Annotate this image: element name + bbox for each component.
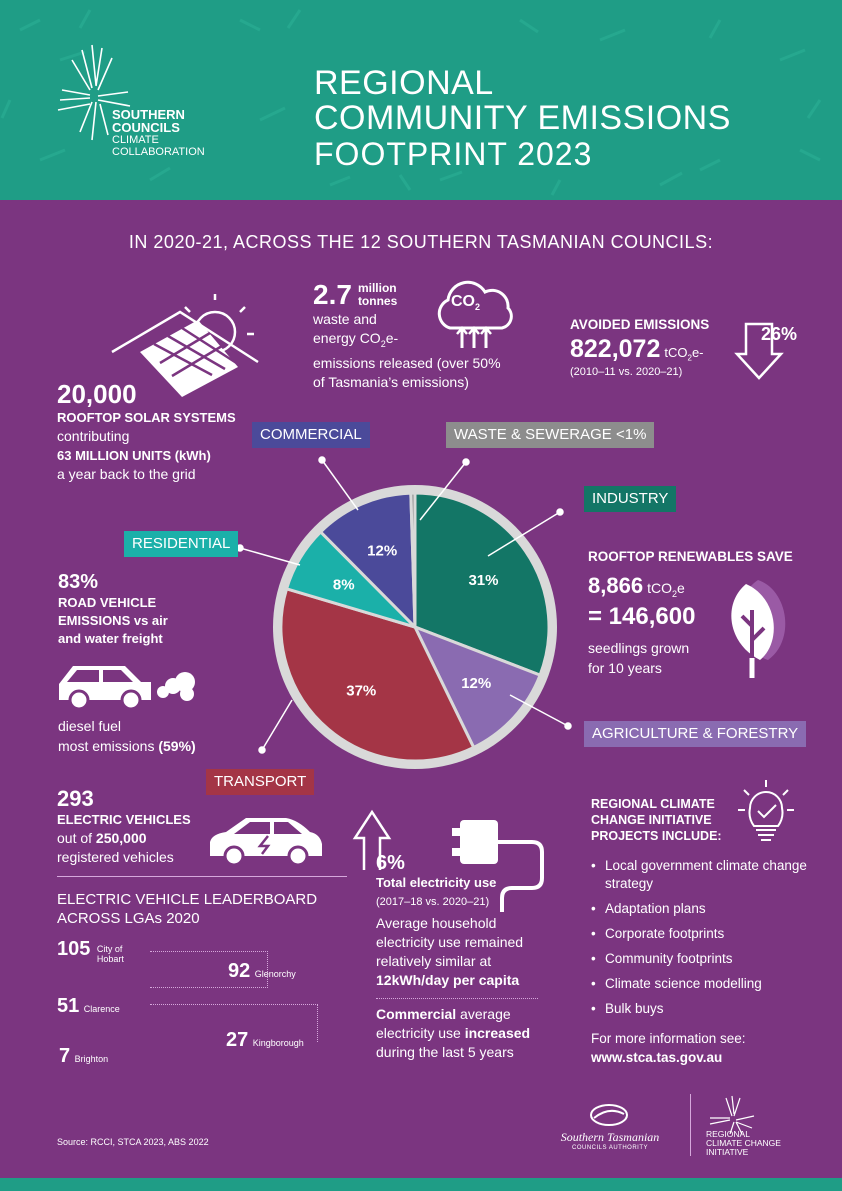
tag-agriculture: AGRICULTURE & FORESTRY (584, 721, 806, 747)
electricity-p3: relatively similar at (376, 953, 492, 969)
leader-name: Clarence (83, 1004, 120, 1014)
emissions-unit-1: million (357, 281, 397, 295)
electricity-p1: Average household (376, 915, 497, 931)
ev-divider (57, 876, 347, 877)
renewables-number: 8,866 (588, 573, 644, 598)
more-info (591, 1030, 746, 1068)
road-line-1: ROAD VEHICLE (58, 595, 157, 610)
co2-icon-text: $CO_2$ (451, 293, 481, 313)
rcci-logo-text (706, 1130, 781, 1157)
electricity-c1b: average (456, 1006, 511, 1022)
renewables-equals: = 146,600 (588, 603, 696, 630)
leader-item-brighton (59, 1045, 108, 1068)
rcci-line-2: CLIMATE CHANGE (706, 1138, 781, 1148)
logo-line-4: COLLABORATION (112, 146, 205, 158)
project-item: • Local government climate change strategy (591, 857, 811, 893)
electricity-section (376, 852, 538, 1062)
emissions-line-4: of Tasmania’s emissions) (313, 373, 469, 390)
diesel-line-2b: (59%) (158, 738, 196, 754)
diesel-line-2a: most emissions (58, 738, 159, 754)
emissions-line-2a: energy CO (313, 330, 381, 346)
renewables-line-2: for 10 years (588, 660, 662, 676)
leaderboard-title-2: ACROSS LGAs 2020 (57, 910, 200, 927)
solar-label: ROOFTOP SOLAR SYSTEMS (57, 410, 236, 425)
ev-line-1a: out of (57, 830, 96, 846)
logo-text (112, 108, 205, 158)
title-line-1: REGIONAL (314, 64, 494, 102)
footer-bar (0, 1178, 842, 1191)
rcci-line-1: REGIONAL (706, 1129, 750, 1139)
leaderboard-title-1: ELECTRIC VEHICLE LEADERBOARD (57, 891, 318, 908)
leader-name: Glenorchy (254, 969, 296, 979)
emissions-line-3: emissions released (over 50% (313, 354, 501, 371)
avoided-number: 822,072 (570, 335, 661, 363)
solar-number: 20,000 (57, 379, 137, 409)
renewables-unit-sub: 2 (671, 588, 677, 599)
tag-industry: INDUSTRY (584, 486, 676, 512)
emissions-line-2sub: 2 (380, 338, 386, 349)
projects-list (591, 857, 811, 1025)
emissions-number: 2.7 (313, 279, 352, 310)
pie-value-label: 12% (367, 542, 398, 560)
leader-item-glenorchy (228, 960, 296, 983)
stca-logo-text (540, 1130, 680, 1151)
more-info-label: For more information see: (591, 1031, 746, 1046)
leader-count: 7 (59, 1045, 71, 1067)
page-title (314, 66, 731, 172)
ev-line-2: registered vehicles (57, 849, 174, 865)
renewables-unit-b: e (676, 580, 685, 596)
stca-sub: COUNCILS AUTHORITY (571, 1145, 648, 1151)
electricity-p4: 12kWh/day per capita (376, 972, 520, 988)
rcci-line-3: INITIATIVE (706, 1147, 749, 1157)
pie-value-label: 12% (461, 675, 492, 693)
electric-car-icon (206, 812, 326, 868)
road-number: 83% (58, 571, 99, 593)
emissions-line-2b: e- (385, 330, 399, 346)
projects-section (591, 796, 722, 844)
avoided-unit-b: e- (691, 345, 704, 360)
tag-transport: TRANSPORT (206, 769, 314, 795)
projects-title-3: PROJECTS INCLUDE: (591, 829, 722, 843)
emissions-pie-chart (270, 482, 560, 772)
footer-divider (690, 1094, 691, 1156)
leader-name: Brighton (74, 1054, 109, 1064)
logo-line-2: COUNCILS (112, 120, 180, 135)
suv-exhaust-icon (55, 660, 205, 710)
ev-line-1b: 250,000 (95, 830, 147, 846)
diesel-line-1: diesel fuel (58, 718, 122, 734)
avoided-section (570, 316, 709, 380)
source-note: Source: RCCI, STCA 2023, ABS 2022 (57, 1137, 209, 1147)
electricity-label: Total electricity use (376, 875, 497, 890)
leader-count: 51 (57, 995, 80, 1017)
co2-cloud-icon (430, 278, 520, 350)
avoided-unit-sub: 2 (687, 353, 692, 363)
tag-residential: RESIDENTIAL (124, 531, 238, 557)
tag-waste: WASTE & SEWERAGE <1% (446, 422, 654, 448)
leader-count: 92 (228, 960, 251, 982)
project-item: • Community footprints (591, 950, 811, 968)
solar-line-2: a year back to the grid (57, 466, 196, 482)
pie-value-label: 31% (468, 571, 499, 589)
stca-logo-icon (584, 1100, 634, 1130)
project-item: • Adaptation plans (591, 900, 811, 918)
tag-commercial: COMMERCIAL (252, 422, 370, 448)
intro-heading: IN 2020-21, ACROSS THE 12 SOUTHERN TASMANIAN COUNCILS: (128, 232, 714, 252)
solar-line-1: contributing (57, 428, 130, 444)
emissions-line-1: waste and (313, 311, 377, 327)
logo-line-1: SOUTHERN (112, 107, 185, 122)
ev-label: ELECTRIC VEHICLES (57, 812, 191, 827)
leader-count: 105 (57, 938, 91, 960)
renewables-unit-a: tCO (647, 580, 672, 596)
project-item: • Corporate footprints (591, 925, 811, 943)
avoided-unit-a: tCO (664, 345, 688, 360)
electricity-c2a: electricity use (376, 1025, 465, 1041)
leader-name: City of (96, 944, 123, 954)
avoided-percent: 26% (761, 324, 798, 344)
title-line-2: COMMUNITY EMISSIONS (314, 99, 731, 137)
renewables-line-1: seedlings grown (588, 640, 690, 656)
header-banner (0, 0, 842, 200)
renewables-label: ROOFTOP RENEWABLES SAVE (588, 549, 793, 564)
diesel-section (58, 716, 196, 756)
stca-name: Southern Tasmanian (560, 1130, 660, 1144)
leader-item-clarence (57, 995, 120, 1018)
avoided-period: (2010–11 vs. 2020–21) (570, 366, 683, 378)
pie-value-label: 37% (346, 682, 377, 700)
leader-item-hobart (57, 938, 124, 964)
more-info-url[interactable]: www.stca.tas.gov.au (591, 1050, 723, 1065)
avoided-label: AVOIDED EMISSIONS (570, 317, 710, 332)
leaf-icon (718, 570, 808, 680)
ev-number: 293 (57, 786, 94, 811)
road-line-2: EMISSIONS vs air (58, 613, 168, 628)
logo-line-3: CLIMATE (112, 134, 159, 146)
project-item: • Bulk buys (591, 1000, 811, 1018)
electricity-percent: 6% (376, 852, 405, 874)
electricity-c3: during the last 5 years (376, 1044, 514, 1060)
leader-count: 27 (226, 1029, 249, 1051)
ev-section (57, 787, 191, 867)
projects-title-2: CHANGE INITIATIVE (591, 813, 712, 827)
solar-section (57, 380, 236, 484)
electricity-c1a: Commercial (376, 1006, 457, 1022)
lightbulb-icon (736, 778, 796, 842)
rcci-logo-icon (706, 1094, 756, 1134)
title-line-3: FOOTPRINT 2023 (314, 136, 593, 172)
electricity-period: (2017–18 vs. 2020–21) (376, 896, 490, 908)
road-section (58, 570, 168, 648)
electricity-divider (376, 998, 538, 999)
leader-name-2: Hobart (96, 954, 124, 964)
emissions-unit-2: tonnes (357, 294, 398, 308)
project-item: • Climate science modelling (591, 975, 811, 993)
solar-units: 63 MILLION UNITS (kWh) (57, 448, 211, 463)
electricity-c2b: increased (464, 1025, 531, 1041)
leader-name: Kingborough (252, 1038, 304, 1048)
electricity-p2: electricity use remained (376, 934, 524, 950)
road-line-3: and water freight (58, 631, 163, 646)
leaderboard-title (57, 890, 317, 928)
pie-value-label: 8% (332, 576, 355, 594)
leader-item-kingborough (226, 1029, 304, 1052)
projects-title-1: REGIONAL CLIMATE (591, 797, 715, 811)
